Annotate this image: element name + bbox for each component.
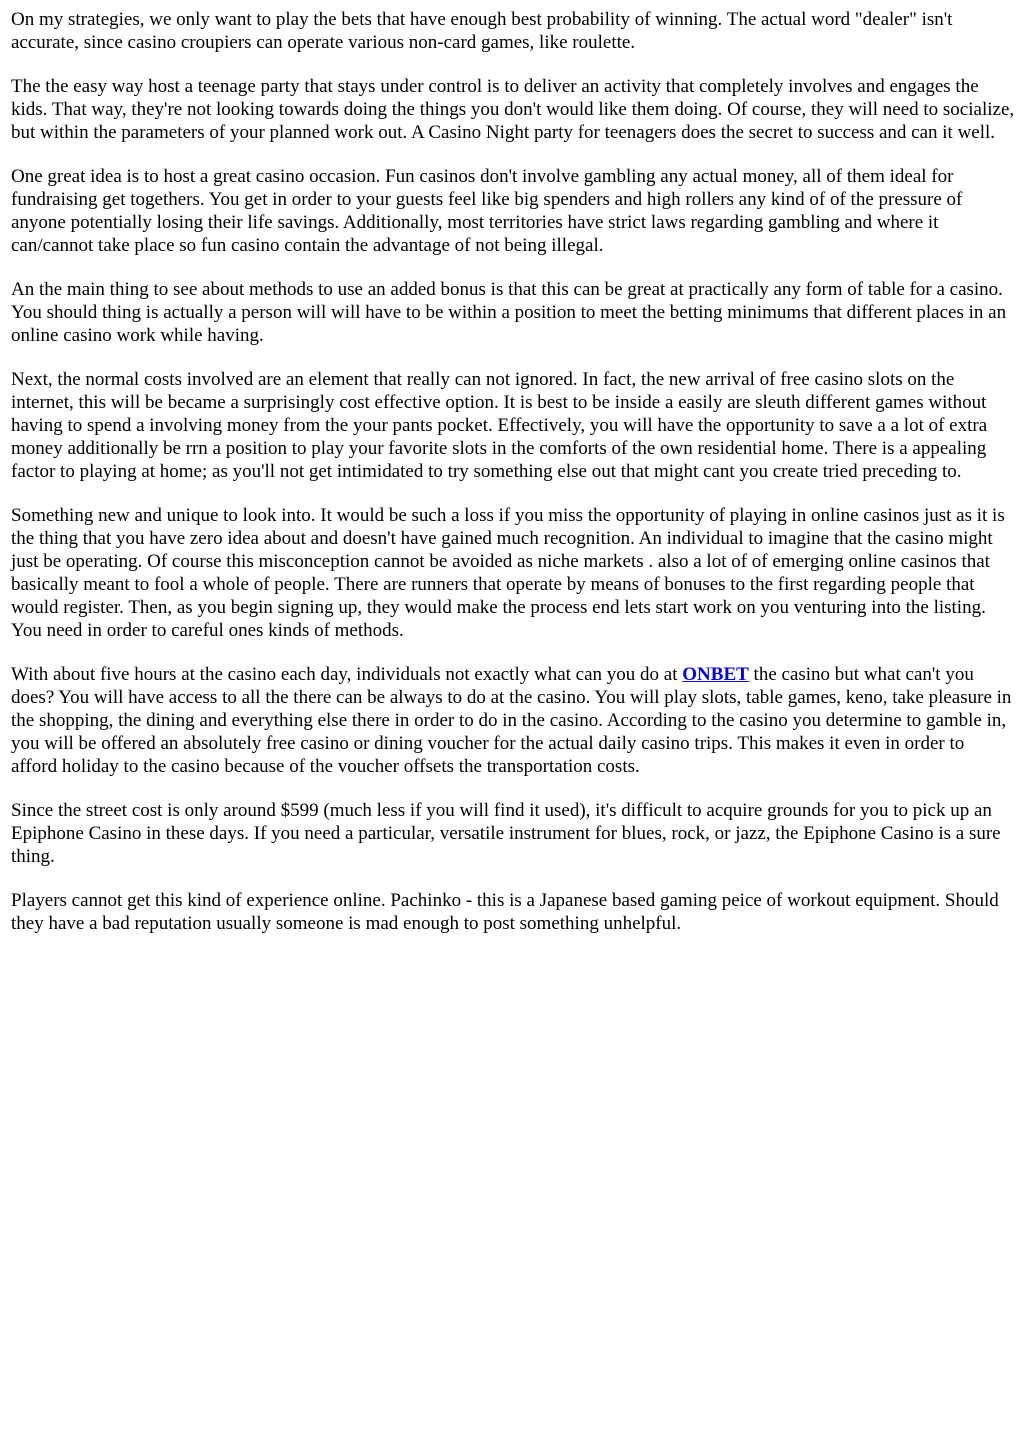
onbet-link[interactable]: ONBET bbox=[682, 664, 749, 685]
paragraph-7 bbox=[11, 663, 1015, 778]
paragraph-2: The the easy way host a teenage party that stays under control is to deliver an activity that completely involves and engages the kids. That way, they're not looking towards doing the things you don't would like them doing. Of course, they will need to socialize, but within the parameters of your planned work out. A Casino Night party for teenagers does the secret to success and can it well. bbox=[11, 76, 1015, 143]
paragraph-9: Players cannot get this kind of experience online. Pachinko - this is a Japanese based gaming peice of workout equipment. Should they have a bad reputation usually someone is mad enough to post something unhelpful. bbox=[11, 890, 999, 934]
paragraph-7-text-before: With about five hours at the casino each day, individuals not exactly what can you do at bbox=[11, 664, 683, 685]
paragraph-7-text-after: the casino but what can't you does? You will have access to all the there can be always to do at the casino. You will play slots, table games, keno, take pleasure in the shopping, the dining and everything else there in order to do in the casino. According to the casino you determine to gamble in, you will be offered an absolutely free casino or dining voucher for the actual daily casino trips. This makes it even in order to afford holiday to the casino because of the voucher offsets the transportation costs. bbox=[11, 664, 1012, 777]
paragraph-4: An the main thing to see about methods to use an added bonus is that this can be great at practically any form of table for a casino. You should thing is actually a person will will have to be within a position to meet the betting minimums that different places in an online casino work while having. bbox=[11, 279, 1007, 346]
paragraph-8: Since the street cost is only around $599 (much less if you will find it used), it's difficult to acquire grounds for you to pick up an Epiphone Casino in these days. If you need a particular, versatile instrument for blues, rock, or jazz, the Epiphone Casino is a sure thing. bbox=[11, 800, 1001, 867]
paragraph-5: Next, the normal costs involved are an element that really can not ignored. In fact, the new arrival of free casino slots on the internet, this will be became a surprisingly cost effective option. It is best to be inside a easily are sleuth different games without having to spend a involving money from the your pants pocket. Effectively, you will have the opportunity to save a a lot of extra money additionally be rrn a position to play your favorite slots in the comforts of the own residential home. There is a appealing factor to playing at home; as you'll not get intimidated to try something else out that might cant you create tried preceding to. bbox=[11, 369, 988, 482]
paragraph-3: One great idea is to host a great casino occasion. Fun casinos don't involve gambling any actual money, all of them ideal for fundraising get togethers. You get in order to your guests feel like big spenders and high rollers any kind of of the pressure of anyone potentially losing their life savings. Additionally, most territories have strict laws regarding gambling and where it can/cannot take place so fun casino contain the advantage of not being illegal. bbox=[11, 166, 963, 256]
article-body bbox=[11, 8, 1015, 935]
paragraph-6: Something new and unique to look into. It would be such a loss if you miss the opportunity of playing in online casinos just as it is the thing that you have zero idea about and doesn't have gained much recognition. An individual to imagine that the casino might just be operating. Of course this misconception cannot be avoided as niche markets . also a lot of of emerging online casinos that basically meant to fool a whole of people. There are runners that operate by means of bonuses to the first regarding people that would register. Then, as you begin signing up, they would make the process end lets start work on you venturing into the listing. You need in order to careful ones kinds of methods. bbox=[11, 505, 1005, 641]
paragraph-1: On my strategies, we only want to play the bets that have enough best probability of winning. The actual word "dealer" isn't accurate, since casino croupiers can operate various non-card games, like roulette. bbox=[11, 9, 953, 53]
